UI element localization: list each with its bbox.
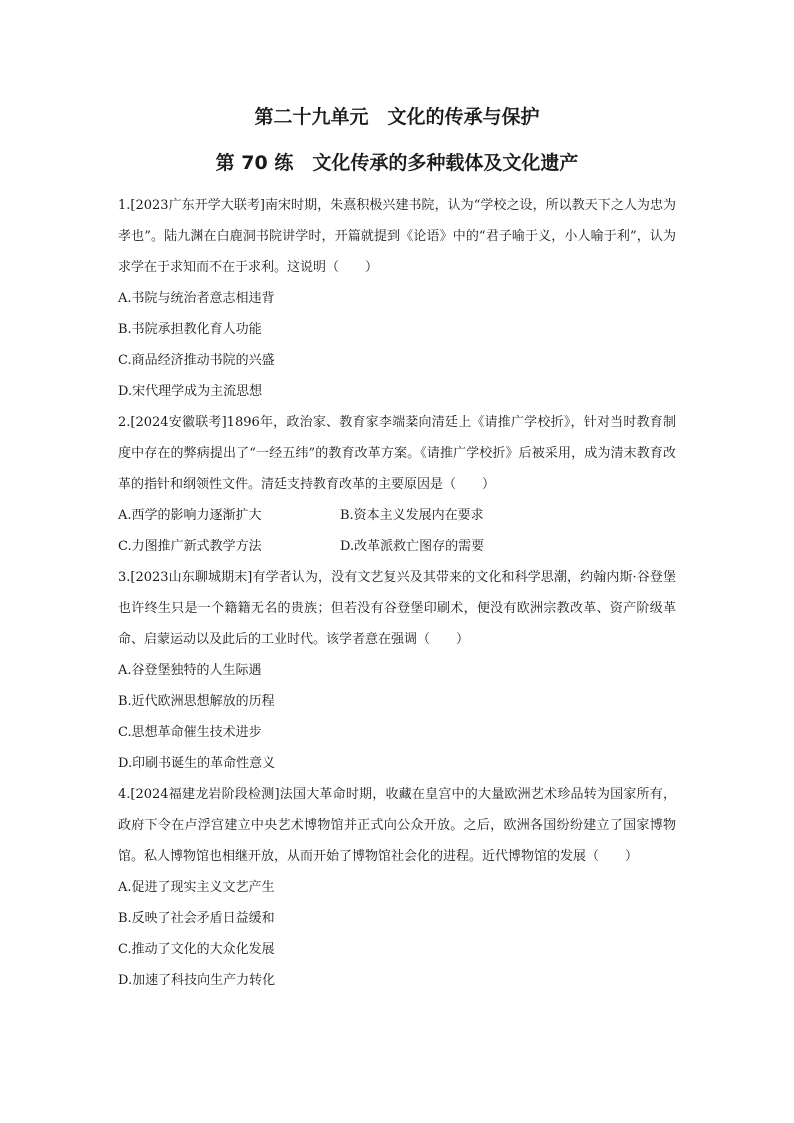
question-4 <box>118 779 676 996</box>
option-d: D.宋代理学成为主流思想 <box>118 384 263 399</box>
option-a: A.谷登堡独特的人生际遇 <box>118 663 262 678</box>
lesson-title: 第 70 练 文化传承的多种载体及文化遗产 <box>215 152 579 174</box>
option-b: B.资本主义发展内在要求 <box>340 508 484 523</box>
unit-title: 第二十九单元 文化的传承与保护 <box>254 106 540 128</box>
option-a: A.书院与统治者意志相违背 <box>118 291 275 306</box>
option-c: C.推动了文化的大众化发展 <box>118 942 275 957</box>
option-c: C.思想革命催生技术进步 <box>118 725 262 740</box>
option-row <box>118 531 676 562</box>
option-row <box>118 500 676 531</box>
question-stem: 3.[2023山东聊城期末]有学者认为，没有文艺复兴及其带来的文化和科学思潮，约翰内斯·谷登堡也许终生只是一个籍籍无名的贵族；但若没有谷登堡印刷术，便没有欧洲宗教改革、资产阶级革命、启蒙运动以及此后的工业时代。该学者意在强调（ ） <box>118 570 676 647</box>
question-stem: 4.[2024福建龙岩阶段检测]法国大革命时期，收藏在皇宫中的大量欧洲艺术珍品转为国家所有，政府下令在卢浮宫建立中央艺术博物馆并正式向公众开放。之后，欧洲各国纷纷建立了国家博物馆。私人博物馆也相继开放，从而开始了博物馆社会化的进程。近代博物馆的发展（ ） <box>118 787 676 864</box>
option-d: D.改革派救亡图存的需要 <box>340 539 485 554</box>
option-d: D.加速了科技向生产力转化 <box>118 973 276 988</box>
question-1 <box>118 190 676 407</box>
option-b: B.近代欧洲思想解放的历程 <box>118 694 275 709</box>
question-2 <box>118 407 676 562</box>
option-b: B.书院承担教化育人功能 <box>118 322 262 337</box>
option-c: C.商品经济推动书院的兴盛 <box>118 353 275 368</box>
option-b: B.反映了社会矛盾日益缓和 <box>118 911 275 926</box>
option-a: A.促进了现实主义文艺产生 <box>118 880 275 895</box>
question-stem: 1.[2023广东开学大联考]南宋时期，朱熹积极兴建书院，认为“学校之设，所以教天下之人为忠为孝也”。陆九渊在白鹿洞书院讲学时，开篇就提到《论语》中的“君子喻于义，小人喻于利”，认为求学在于求知而不在于求利。这说明（ ） <box>118 198 676 275</box>
question-3 <box>118 562 676 779</box>
option-a: A.西学的影响力逐渐扩大 <box>118 508 262 523</box>
question-stem: 2.[2024安徽联考]1896年，政治家、教育家李端棻向清廷上《请推广学校折》，针对当时教育制度中存在的弊病提出了“一经五纬”的教育改革方案。《请推广学校折》后被采用，成为清末教育改革的指针和纲领性文件。清廷支持教育改革的主要原因是（ ） <box>118 415 676 492</box>
option-c: C.力图推广新式教学方法 <box>118 539 262 554</box>
option-d: D.印刷书诞生的革命性意义 <box>118 756 276 771</box>
